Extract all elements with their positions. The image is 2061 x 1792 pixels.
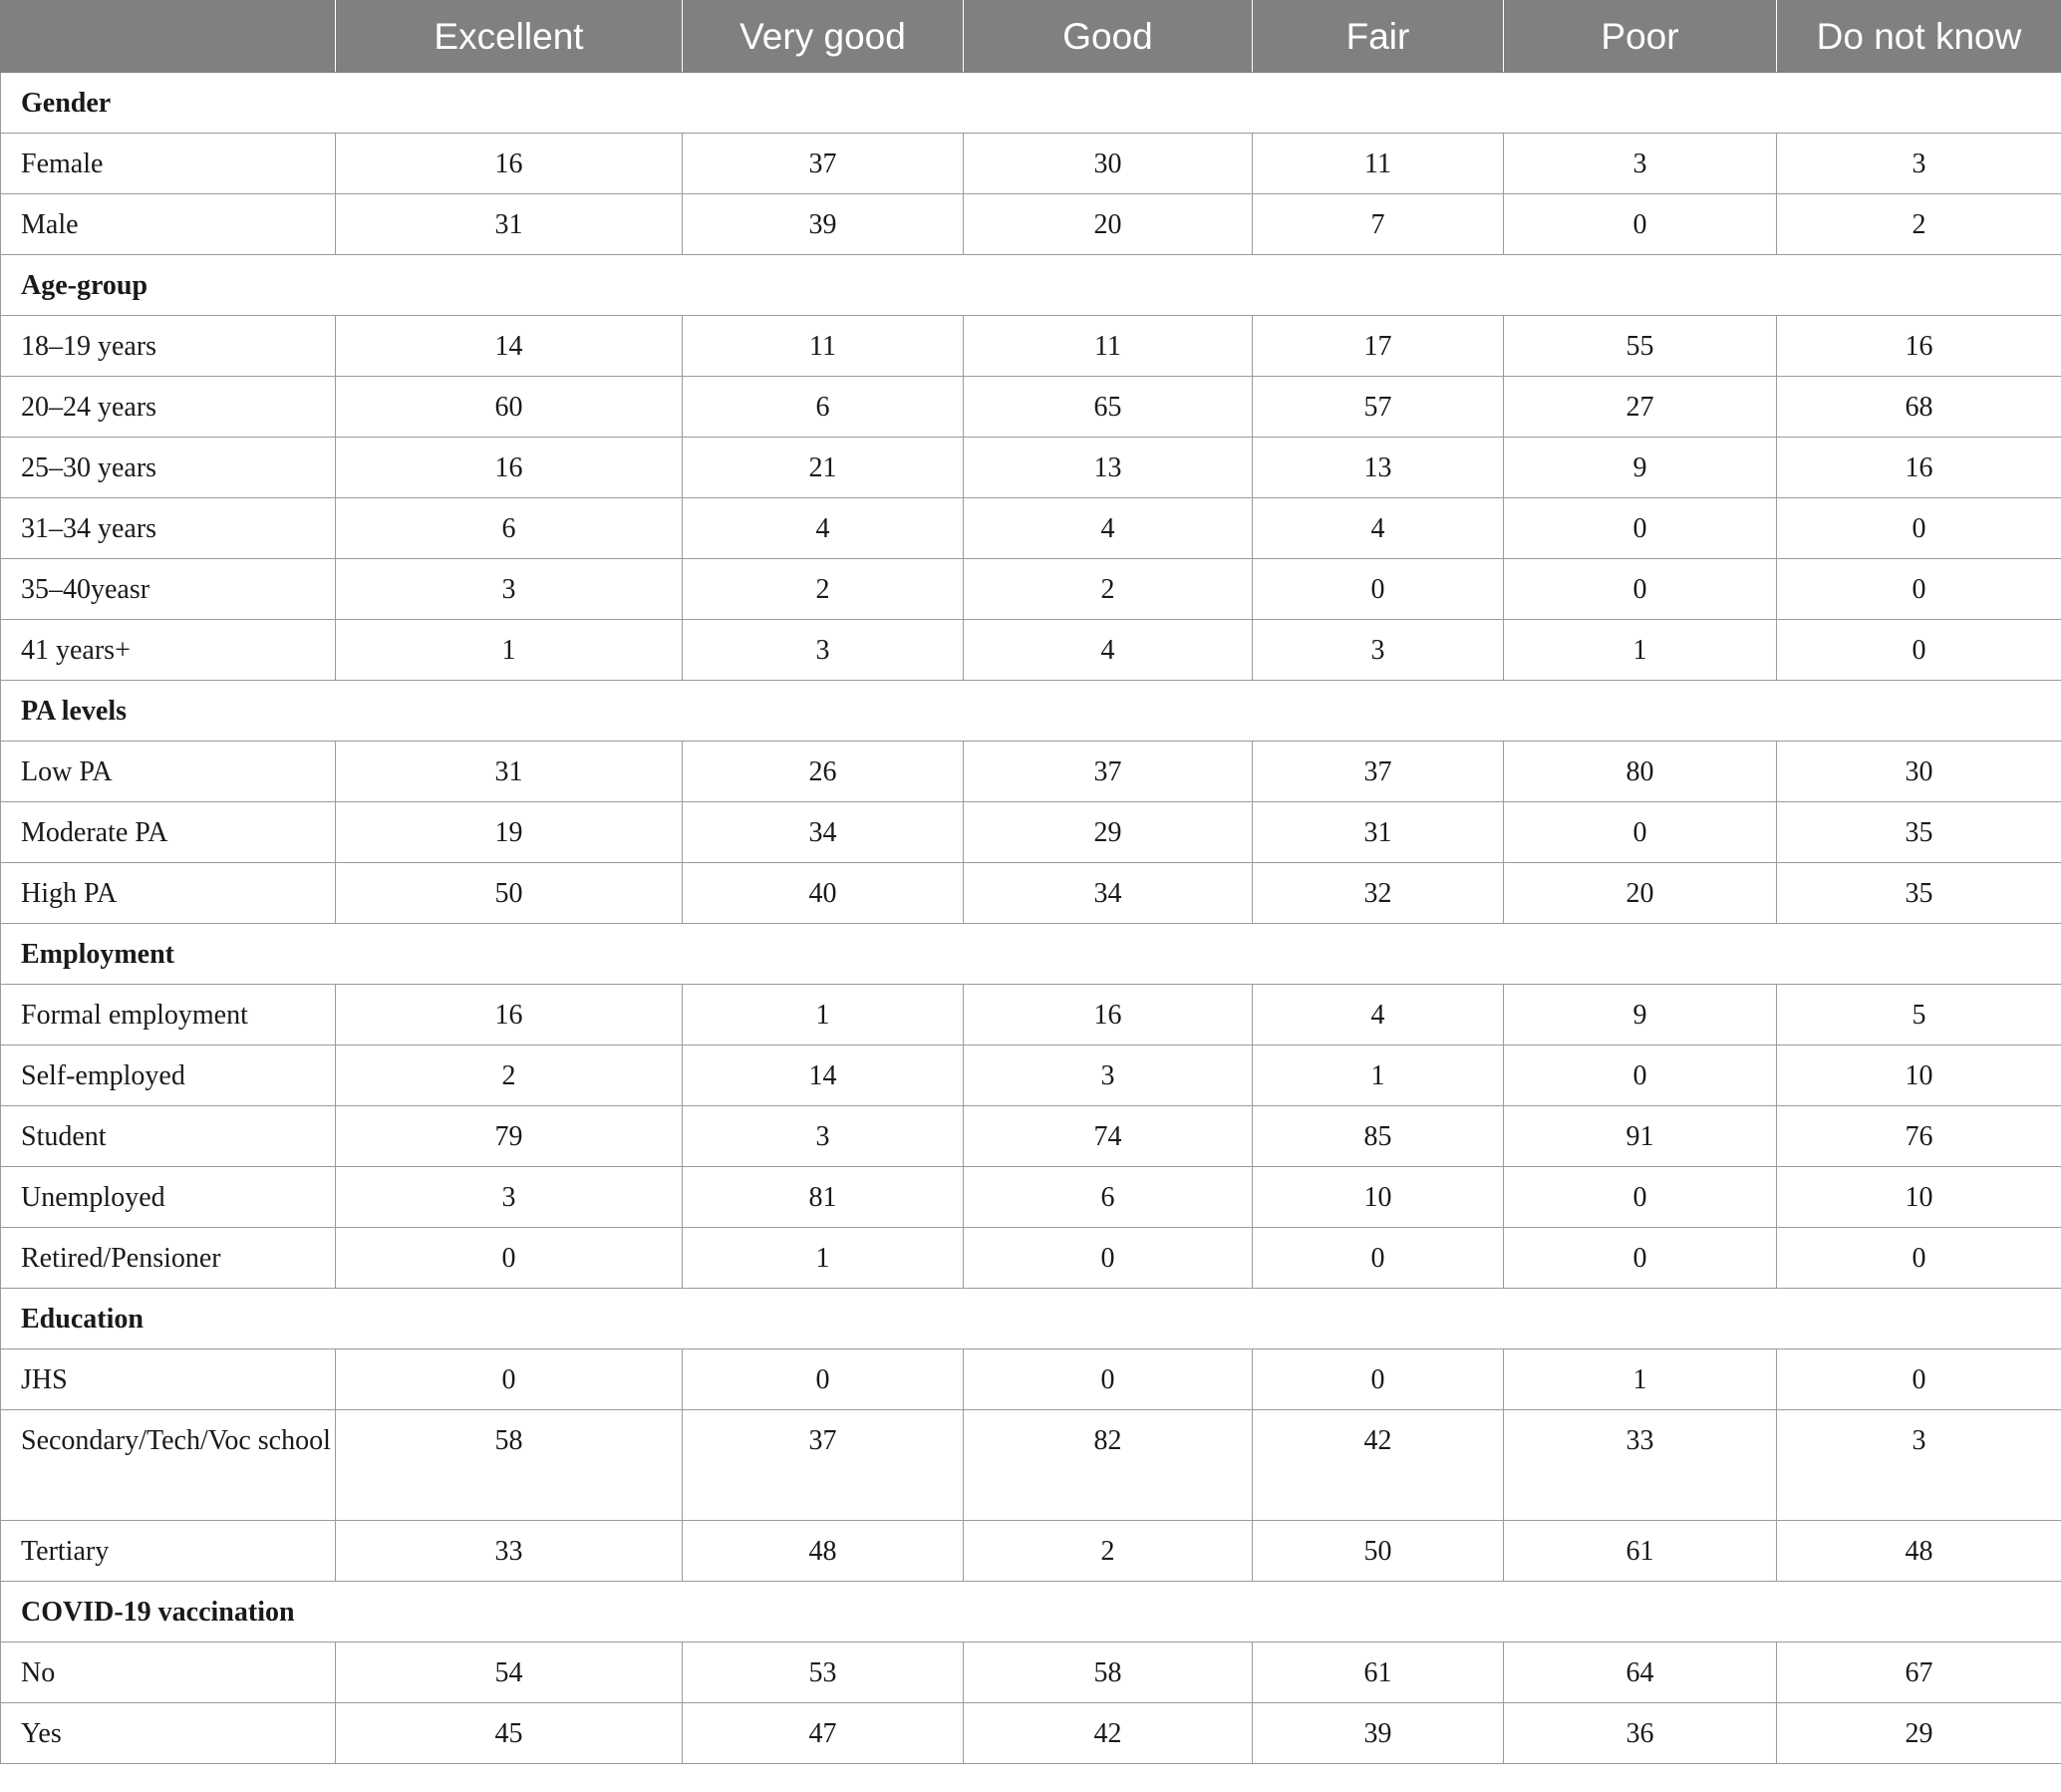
table-row bbox=[1, 134, 2061, 194]
table-cell: 30 bbox=[964, 134, 1253, 194]
table-row bbox=[1, 1167, 2061, 1228]
table-cell: 2 bbox=[964, 1521, 1253, 1582]
row-label: 20–24 years bbox=[1, 377, 336, 438]
table-cell: 30 bbox=[1777, 742, 2061, 802]
table-cell: 91 bbox=[1504, 1106, 1777, 1167]
table-cell: 85 bbox=[1253, 1106, 1504, 1167]
table-cell: 1 bbox=[1504, 1349, 1777, 1410]
row-label: 31–34 years bbox=[1, 498, 336, 559]
table-cell: 3 bbox=[1253, 620, 1504, 681]
table-cell: 60 bbox=[336, 377, 683, 438]
table-cell: 76 bbox=[1777, 1106, 2061, 1167]
table-cell: 39 bbox=[683, 194, 964, 255]
table-cell: 6 bbox=[683, 377, 964, 438]
table-cell: 35 bbox=[1777, 802, 2061, 863]
row-label: Formal employment bbox=[1, 985, 336, 1045]
table-row bbox=[1, 863, 2061, 924]
table-cell: 0 bbox=[1777, 498, 2061, 559]
table-cell: 61 bbox=[1253, 1643, 1504, 1703]
row-label: Self-employed bbox=[1, 1045, 336, 1106]
table-row bbox=[1, 1703, 2061, 1764]
table-cell: 2 bbox=[1777, 194, 2061, 255]
table-cell: 26 bbox=[683, 742, 964, 802]
table-cell: 13 bbox=[964, 438, 1253, 498]
table-row bbox=[1, 559, 2061, 620]
table-cell: 21 bbox=[683, 438, 964, 498]
table-cell: 2 bbox=[683, 559, 964, 620]
table-cell: 0 bbox=[1253, 1349, 1504, 1410]
table-cell: 0 bbox=[1504, 194, 1777, 255]
table-cell: 37 bbox=[1253, 742, 1504, 802]
table-cell: 0 bbox=[1504, 802, 1777, 863]
table-cell: 14 bbox=[336, 316, 683, 377]
row-label: Retired/Pensioner bbox=[1, 1228, 336, 1289]
table-cell: 1 bbox=[336, 620, 683, 681]
table-cell: 34 bbox=[964, 863, 1253, 924]
table-cell: 29 bbox=[964, 802, 1253, 863]
table-cell: 81 bbox=[683, 1167, 964, 1228]
row-label: Female bbox=[1, 134, 336, 194]
table-cell: 4 bbox=[1253, 498, 1504, 559]
table-cell: 20 bbox=[1504, 863, 1777, 924]
table-cell: 16 bbox=[336, 134, 683, 194]
table-body bbox=[1, 73, 2061, 1764]
table-cell: 6 bbox=[336, 498, 683, 559]
section-title: Employment bbox=[1, 924, 2061, 985]
table-cell: 20 bbox=[964, 194, 1253, 255]
table-cell: 1 bbox=[1504, 620, 1777, 681]
row-label: Student bbox=[1, 1106, 336, 1167]
table-cell: 0 bbox=[683, 1349, 964, 1410]
table-row bbox=[1, 1106, 2061, 1167]
section-title: COVID-19 vaccination bbox=[1, 1582, 2061, 1643]
row-label: Unemployed bbox=[1, 1167, 336, 1228]
section-header-row bbox=[1, 1582, 2061, 1643]
table-cell: 37 bbox=[964, 742, 1253, 802]
table-cell: 1 bbox=[683, 1228, 964, 1289]
table-cell: 37 bbox=[683, 134, 964, 194]
header-cell-do-not-know: Do not know bbox=[1777, 1, 2061, 73]
table-cell: 32 bbox=[1253, 863, 1504, 924]
table-cell: 54 bbox=[336, 1643, 683, 1703]
table-row bbox=[1, 438, 2061, 498]
table-cell: 79 bbox=[336, 1106, 683, 1167]
row-label: Low PA bbox=[1, 742, 336, 802]
table-cell: 0 bbox=[964, 1228, 1253, 1289]
table-cell: 2 bbox=[336, 1045, 683, 1106]
table-cell: 36 bbox=[1504, 1703, 1777, 1764]
table-cell: 11 bbox=[1253, 134, 1504, 194]
section-title: Gender bbox=[1, 73, 2061, 134]
table-cell: 58 bbox=[336, 1410, 683, 1521]
table-cell: 37 bbox=[683, 1410, 964, 1521]
table-cell: 4 bbox=[964, 498, 1253, 559]
table-cell: 5 bbox=[1777, 985, 2061, 1045]
table-cell: 0 bbox=[1777, 559, 2061, 620]
table-cell: 40 bbox=[683, 863, 964, 924]
table-cell: 39 bbox=[1253, 1703, 1504, 1764]
section-header-row bbox=[1, 681, 2061, 742]
table-row bbox=[1, 1349, 2061, 1410]
header-cell-excellent: Excellent bbox=[336, 1, 683, 73]
table-cell: 0 bbox=[336, 1228, 683, 1289]
table-cell: 29 bbox=[1777, 1703, 2061, 1764]
table-cell: 42 bbox=[964, 1703, 1253, 1764]
table-cell: 3 bbox=[336, 559, 683, 620]
table-cell: 31 bbox=[336, 194, 683, 255]
table-row bbox=[1, 802, 2061, 863]
header-cell-good: Good bbox=[964, 1, 1253, 73]
table-cell: 68 bbox=[1777, 377, 2061, 438]
table-cell: 3 bbox=[964, 1045, 1253, 1106]
table-cell: 61 bbox=[1504, 1521, 1777, 1582]
table-cell: 16 bbox=[336, 438, 683, 498]
table-header bbox=[1, 1, 2061, 73]
header-row bbox=[1, 1, 2061, 73]
row-label: JHS bbox=[1, 1349, 336, 1410]
table-cell: 2 bbox=[964, 559, 1253, 620]
table-cell: 82 bbox=[964, 1410, 1253, 1521]
table-cell: 3 bbox=[336, 1167, 683, 1228]
table-cell: 48 bbox=[683, 1521, 964, 1582]
table-cell: 3 bbox=[683, 620, 964, 681]
table-cell: 53 bbox=[683, 1643, 964, 1703]
table-cell: 4 bbox=[1253, 985, 1504, 1045]
table-cell: 35 bbox=[1777, 863, 2061, 924]
table-row bbox=[1, 1228, 2061, 1289]
table-cell: 34 bbox=[683, 802, 964, 863]
table-cell: 0 bbox=[1777, 1349, 2061, 1410]
row-label: 18–19 years bbox=[1, 316, 336, 377]
header-cell-blank bbox=[1, 1, 336, 73]
table-cell: 31 bbox=[1253, 802, 1504, 863]
table-cell: 67 bbox=[1777, 1643, 2061, 1703]
table-cell: 3 bbox=[1777, 134, 2061, 194]
table-cell: 80 bbox=[1504, 742, 1777, 802]
row-label: High PA bbox=[1, 863, 336, 924]
table-cell: 64 bbox=[1504, 1643, 1777, 1703]
table-cell: 27 bbox=[1504, 377, 1777, 438]
table-cell: 0 bbox=[336, 1349, 683, 1410]
row-label: 35–40yeasr bbox=[1, 559, 336, 620]
row-label: Moderate PA bbox=[1, 802, 336, 863]
table-row bbox=[1, 1521, 2061, 1582]
section-header-row bbox=[1, 1289, 2061, 1349]
header-cell-very-good: Very good bbox=[683, 1, 964, 73]
table-cell: 74 bbox=[964, 1106, 1253, 1167]
row-label: 25–30 years bbox=[1, 438, 336, 498]
table-cell: 50 bbox=[1253, 1521, 1504, 1582]
table-row bbox=[1, 1643, 2061, 1703]
table-cell: 0 bbox=[1504, 1228, 1777, 1289]
table-cell: 16 bbox=[964, 985, 1253, 1045]
table-cell: 0 bbox=[1504, 559, 1777, 620]
table-cell: 0 bbox=[1253, 1228, 1504, 1289]
table-row bbox=[1, 316, 2061, 377]
table-cell: 16 bbox=[1777, 438, 2061, 498]
table-cell: 45 bbox=[336, 1703, 683, 1764]
table-row bbox=[1, 377, 2061, 438]
table-cell: 47 bbox=[683, 1703, 964, 1764]
table-cell: 65 bbox=[964, 377, 1253, 438]
table-cell: 0 bbox=[1253, 559, 1504, 620]
table-cell: 42 bbox=[1253, 1410, 1504, 1521]
table-cell: 4 bbox=[964, 620, 1253, 681]
table-cell: 10 bbox=[1777, 1167, 2061, 1228]
header-cell-poor: Poor bbox=[1504, 1, 1777, 73]
table-cell: 17 bbox=[1253, 316, 1504, 377]
table-cell: 19 bbox=[336, 802, 683, 863]
section-header-row bbox=[1, 73, 2061, 134]
table-row bbox=[1, 1410, 2061, 1521]
table-cell: 57 bbox=[1253, 377, 1504, 438]
row-label: 41 years+ bbox=[1, 620, 336, 681]
row-label: Tertiary bbox=[1, 1521, 336, 1582]
table-cell: 16 bbox=[336, 985, 683, 1045]
table-cell: 1 bbox=[1253, 1045, 1504, 1106]
table-row bbox=[1, 498, 2061, 559]
table-cell: 16 bbox=[1777, 316, 2061, 377]
table-cell: 0 bbox=[1504, 498, 1777, 559]
table-cell: 4 bbox=[683, 498, 964, 559]
table-cell: 13 bbox=[1253, 438, 1504, 498]
table-cell: 31 bbox=[336, 742, 683, 802]
table-cell: 50 bbox=[336, 863, 683, 924]
header-cell-fair: Fair bbox=[1253, 1, 1504, 73]
table-cell: 55 bbox=[1504, 316, 1777, 377]
table-row bbox=[1, 742, 2061, 802]
table-cell: 3 bbox=[1504, 134, 1777, 194]
table-cell: 11 bbox=[683, 316, 964, 377]
table-cell: 3 bbox=[683, 1106, 964, 1167]
section-title: PA levels bbox=[1, 681, 2061, 742]
section-title: Age-group bbox=[1, 255, 2061, 316]
table-cell: 33 bbox=[1504, 1410, 1777, 1521]
table-cell: 9 bbox=[1504, 985, 1777, 1045]
table-row bbox=[1, 1045, 2061, 1106]
table-cell: 0 bbox=[1777, 1228, 2061, 1289]
table-cell: 0 bbox=[1504, 1167, 1777, 1228]
table-cell: 0 bbox=[1777, 620, 2061, 681]
table-cell: 1 bbox=[683, 985, 964, 1045]
table-cell: 9 bbox=[1504, 438, 1777, 498]
table-row bbox=[1, 194, 2061, 255]
table-cell: 33 bbox=[336, 1521, 683, 1582]
table-cell: 10 bbox=[1253, 1167, 1504, 1228]
table-cell: 7 bbox=[1253, 194, 1504, 255]
section-title: Education bbox=[1, 1289, 2061, 1349]
table-cell: 11 bbox=[964, 316, 1253, 377]
section-header-row bbox=[1, 255, 2061, 316]
table-cell: 48 bbox=[1777, 1521, 2061, 1582]
table-row bbox=[1, 620, 2061, 681]
table-cell: 0 bbox=[1504, 1045, 1777, 1106]
table-cell: 6 bbox=[964, 1167, 1253, 1228]
table-cell: 10 bbox=[1777, 1045, 2061, 1106]
row-label: No bbox=[1, 1643, 336, 1703]
row-label: Yes bbox=[1, 1703, 336, 1764]
table-cell: 3 bbox=[1777, 1410, 2061, 1521]
section-header-row bbox=[1, 924, 2061, 985]
table-cell: 0 bbox=[964, 1349, 1253, 1410]
table-cell: 14 bbox=[683, 1045, 964, 1106]
row-label: Male bbox=[1, 194, 336, 255]
table-cell: 58 bbox=[964, 1643, 1253, 1703]
table-row bbox=[1, 985, 2061, 1045]
row-label: Secondary/Tech/Voc school bbox=[1, 1410, 336, 1521]
